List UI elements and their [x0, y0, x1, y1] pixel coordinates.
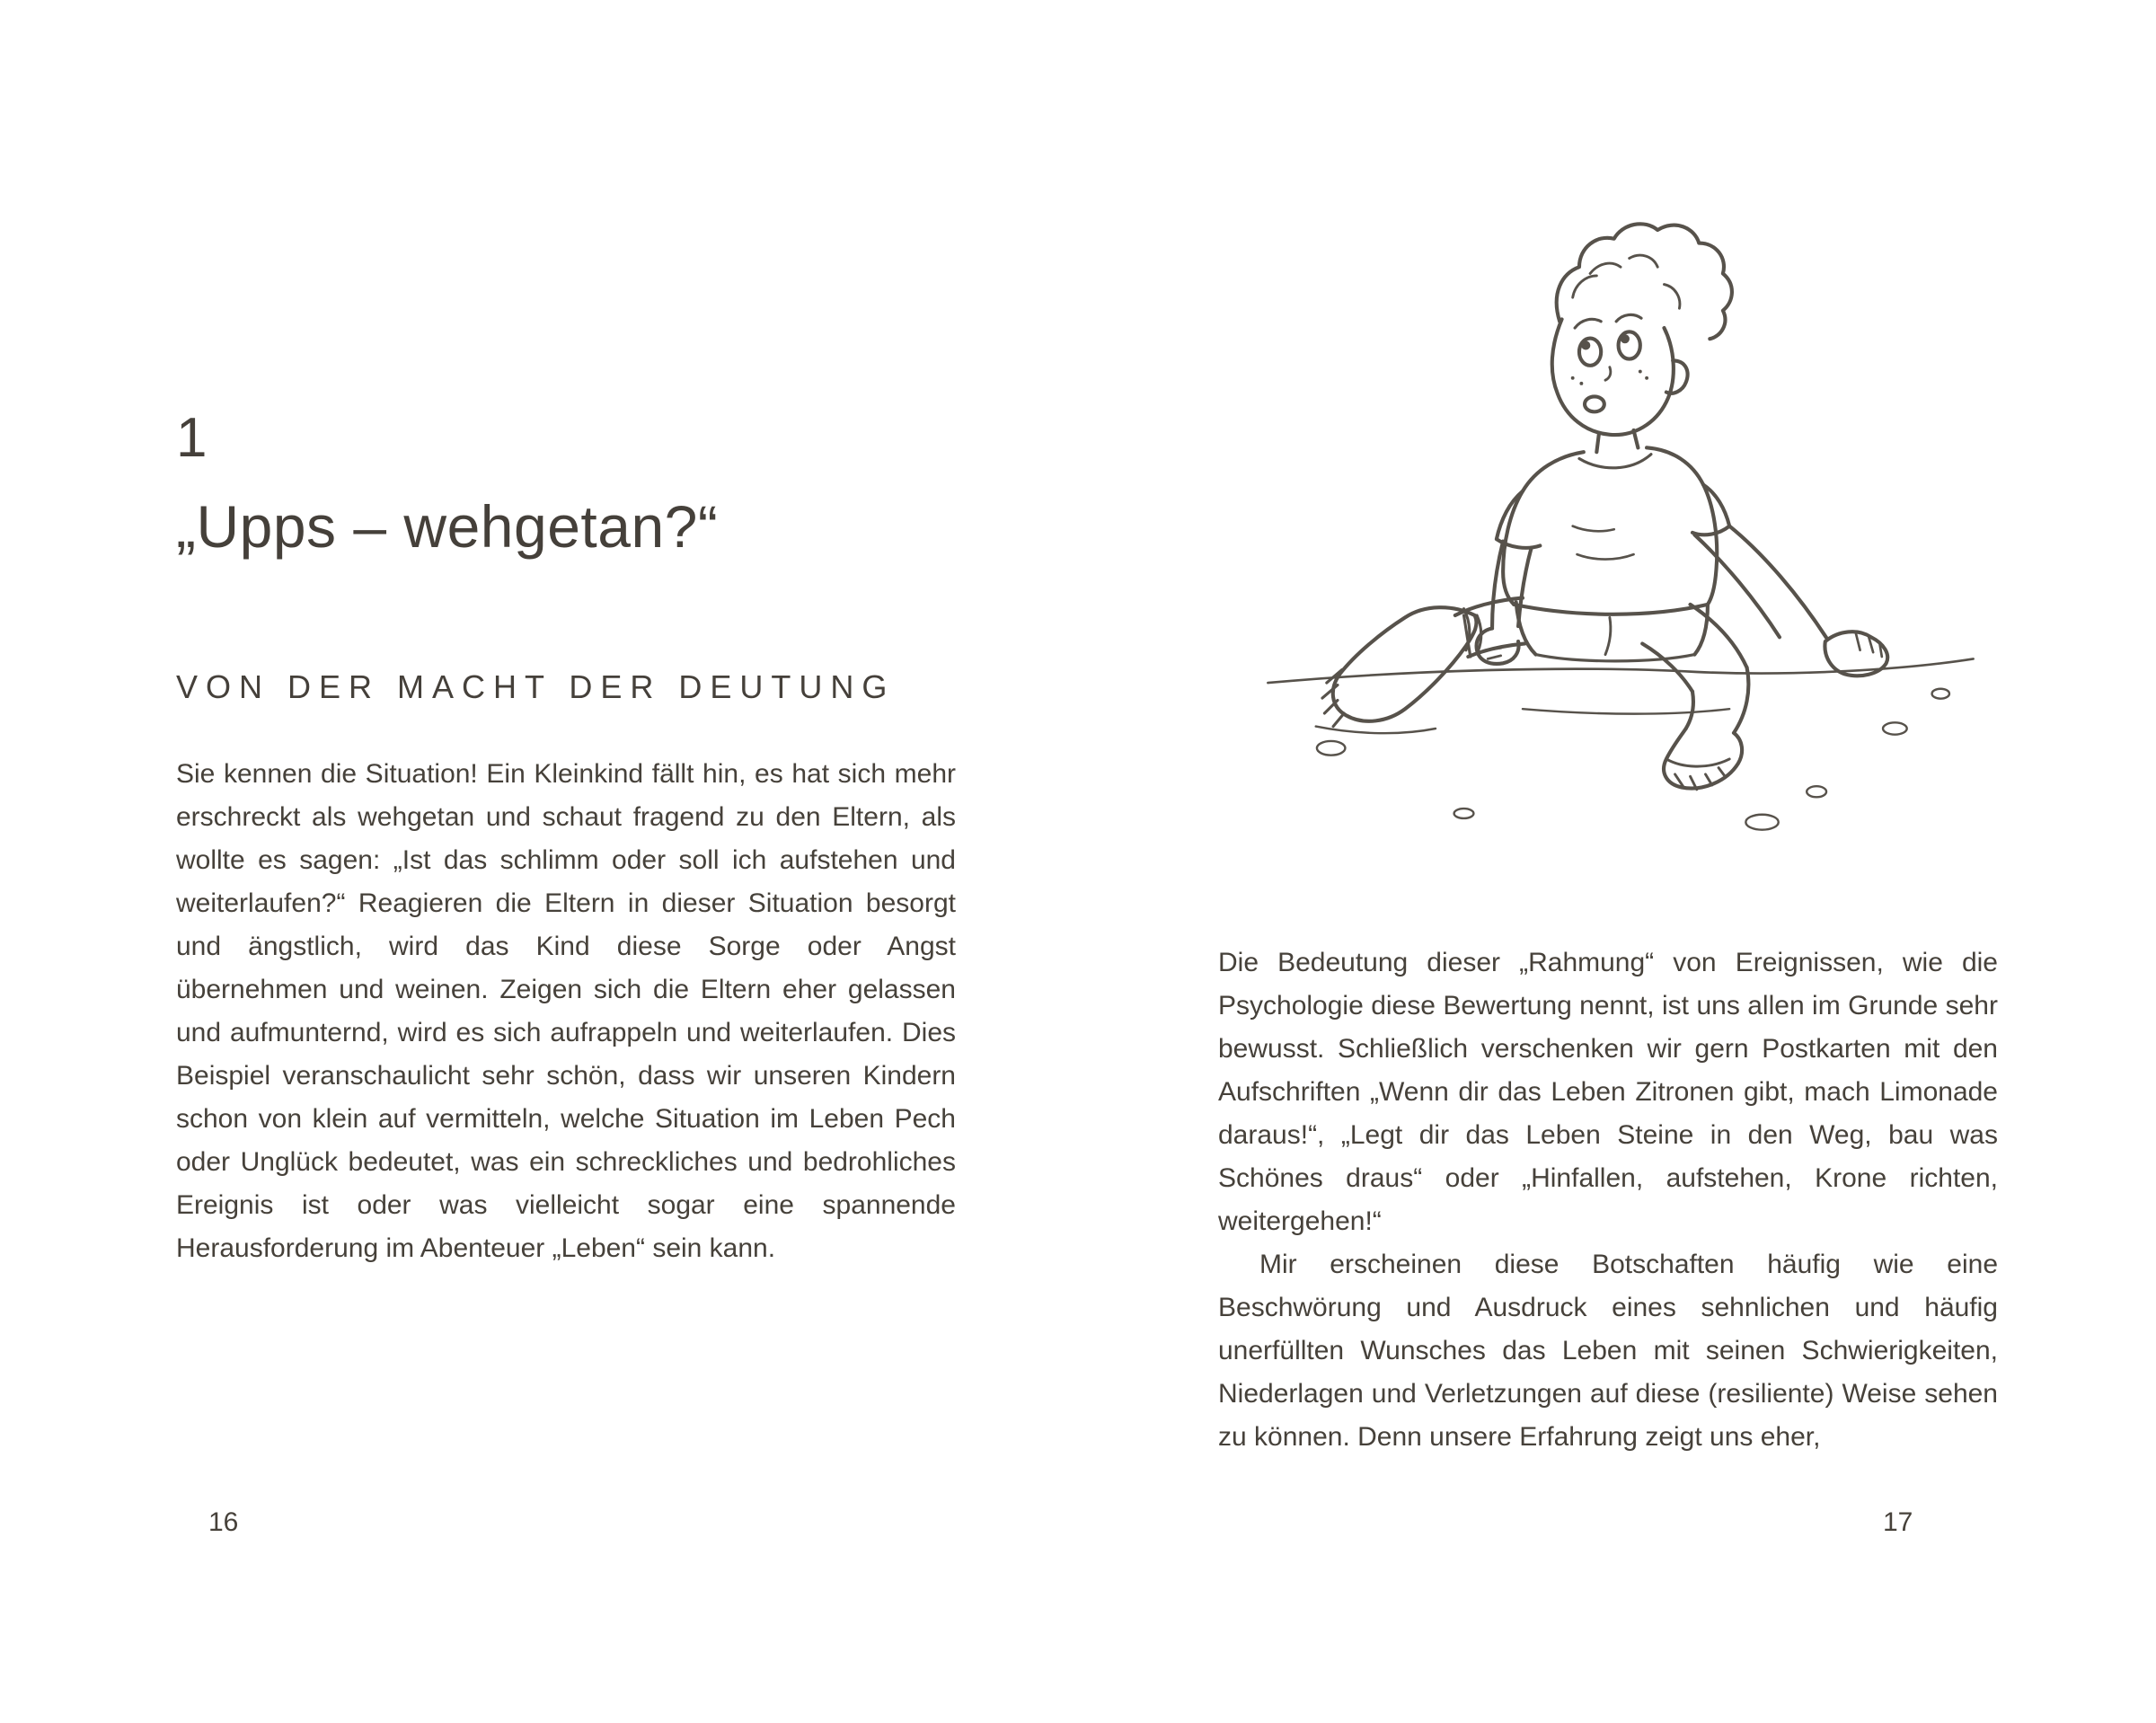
chapter-title: „Upps – wehgetan?“ — [176, 493, 719, 560]
pebble — [1454, 808, 1474, 818]
pebble — [1745, 815, 1778, 830]
pebble — [1317, 741, 1346, 755]
boy-illustration-drawing — [1250, 216, 1991, 871]
pebble — [1883, 722, 1907, 734]
ground-line — [1268, 658, 1973, 683]
right-leg-sneaker — [1642, 605, 1748, 790]
left-page-body-paragraph: Sie kennen die Situation! Ein Kleinkind fällt hin, es hat sich mehr erschreckt als wehgetan und schaut fragend zu den Eltern, als wollte es sagen: „Ist das schlimm oder soll ich aufstehen und weiterlaufen?“ Reagieren die Eltern in dieser Situation besorgt und ängstlich, wird das Kind diese Sorge oder Angst übernehmen und weinen. Zeigen sich die Eltern eher gelassen und aufmunternd, wird es sich aufrappeln und weiterlaufen. Dies Beispiel veranschaulicht sehr schön, dass wir unseren Kindern schon von klein auf vermitteln, welche Situation im Leben Pech oder Unglück bedeutet, was ein schreckliches und bedrohliches Ereignis ist oder was vielleicht sogar eine spannende Herausforderung im Abenteuer „Leben“ sein kann. — [176, 759, 956, 1263]
right-page-paragraph-1: Die Bedeutung dieser „Rahmung“ von Ereignissen, wie die Psychologie diese Bewertung nennt, ist uns allen im Grunde sehr bewusst. Schließlich verschenken wir gern Postkarten mit den Aufschriften „Wenn dir das Leben Zitronen gibt, mach Limonade daraus!“, „Legt dir das Leben Steine in den Weg, bau was Schönes draus“ oder „Hinfallen, aufstehen, Krone richten, weitergehen!“ — [1218, 948, 1998, 1236]
boy-sitting-illustration — [1250, 216, 1991, 871]
right-arm — [1694, 526, 1887, 676]
right-page-paragraph-2: Mir erscheinen diese Botschaften häufig wie eine Beschwörung und Ausdruck eines sehnlichen und häufig unerfüllten Wunsches das Leben mit seinen Schwierigkeiten, Niederlagen und Verletzungen auf diese (resiliente) Weise sehen zu können. Denn unsere Erfahrung zeigt uns eher, — [1218, 1250, 1998, 1452]
pebble — [1807, 786, 1826, 797]
page-number-left: 16 — [208, 1507, 239, 1537]
pebble — [1932, 689, 1949, 699]
rubber-boot — [1322, 607, 1481, 726]
chapter-number: 1 — [176, 407, 208, 469]
section-heading: VON DER MACHT DER DEUTUNG — [176, 668, 896, 705]
page-number-right: 17 — [1883, 1507, 1913, 1537]
right-page-body — [1218, 941, 1998, 1459]
t-shirt — [1497, 447, 1729, 614]
boy-face — [1552, 314, 1688, 435]
